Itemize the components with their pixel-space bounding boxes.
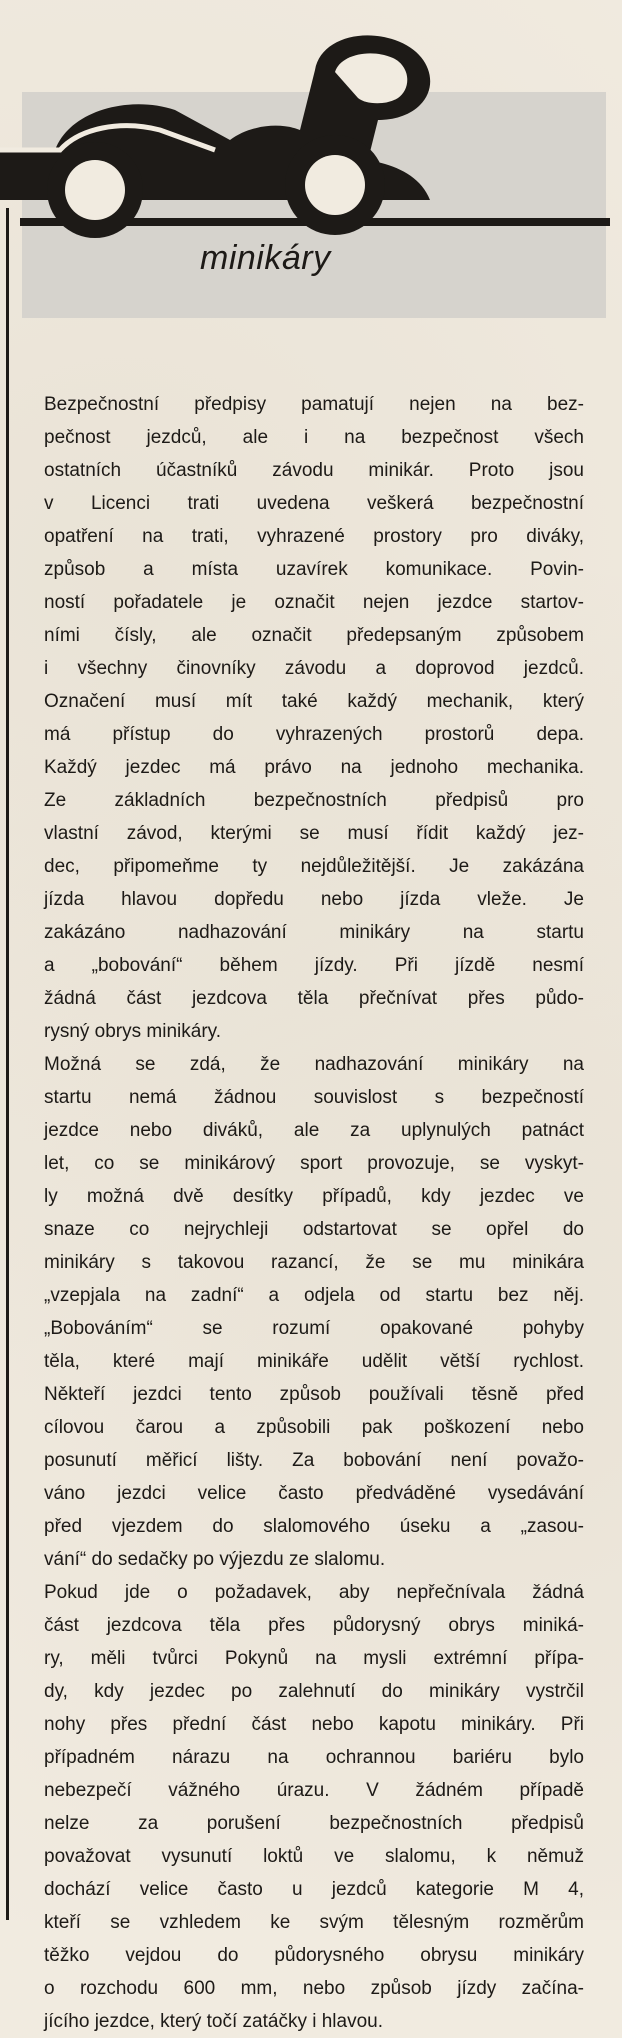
text-line: žádná část jezdcova těla přečnívat přes půdo- [44, 988, 584, 1009]
text-line: „Bobováním“ se rozumí opakované pohyby [44, 1318, 584, 1339]
text-line: vání“ do sedačky po výjezdu ze slalomu. [44, 1549, 386, 1570]
text-line: případném nárazu na ochrannou bariéru bylo [44, 1747, 584, 1768]
text-line: váno jezdci velice často předváděné vysedávání [44, 1483, 584, 1504]
text-line: dec, připomeňme ty nejdůležitější. Je zakázána [44, 856, 584, 877]
text-line: Pokud jde o požadavek, aby nepřečnívala žádná [44, 1582, 584, 1603]
text-line: způsob a místa uzavírek komunikace. Povin- [44, 559, 584, 580]
text-line: má přístup do vyhrazených prostorů depa. [44, 724, 584, 745]
text-line: „vzepjala na zadní“ a odjela od startu bez něj. [44, 1285, 584, 1306]
text-line: nebezpečí vážného úrazu. V žádném případě [44, 1780, 584, 1801]
text-line: zakázáno nadhazování minikáry na startu [44, 922, 584, 943]
article-body [44, 388, 584, 2038]
text-line: i všechny činovníky závodu a doprovod jezdců. [44, 658, 584, 679]
text-line: v Licenci trati uvedena veškerá bezpečnostní [44, 493, 584, 514]
text-line: startu nemá žádnou souvislost s bezpečností [44, 1087, 584, 1108]
article-paragraph [44, 388, 584, 1048]
text-line: považovat vysunutí loktů ve slalomu, k němuž [44, 1846, 584, 1867]
text-line: nohy přes přední část nebo kapotu minikáry. Při [44, 1714, 584, 1735]
text-line: snaze co nejrychleji odstartovat se opřel do [44, 1219, 584, 1240]
text-line: minikáry s takovou razancí, že se mu minikára [44, 1252, 584, 1273]
text-line: posunutí měřicí lišty. Za bobování není považo- [44, 1450, 584, 1471]
text-line: jezdce nebo diváků, ale za uplynulých patnáct [44, 1120, 584, 1141]
article-paragraph [44, 1048, 584, 1576]
race-car-illustration-icon [0, 0, 622, 330]
text-line: opatření na trati, vyhrazené prostory pro diváky, [44, 526, 584, 547]
text-line: nelze za porušení bezpečnostních předpisů [44, 1813, 584, 1834]
text-line: Ze základních bezpečnostních předpisů pro [44, 790, 584, 811]
text-line: Někteří jezdci tento způsob používali těsně před [44, 1384, 584, 1405]
section-title: minikáry [200, 239, 331, 277]
text-line: těla, které mají minikáře udělit větší rychlost. [44, 1351, 584, 1372]
text-line: dochází velice často u jezdců kategorie M 4, [44, 1879, 584, 1900]
text-line: ními čísly, ale označit předepsaným způsobem [44, 625, 584, 646]
text-line: před vjezdem do slalomového úseku a „zasou- [44, 1516, 584, 1537]
text-line: pečnost jezdců, ale i na bezpečnost všech [44, 427, 584, 448]
text-line: ností pořadatele je označit nejen jezdce startov- [44, 592, 584, 613]
text-line: let, co se minikárový sport provozuje, se vyskyt- [44, 1153, 584, 1174]
text-line: rysný obrys minikáry. [44, 1021, 222, 1042]
text-line: těžko vejdou do půdorysného obrysu minikáry [44, 1945, 584, 1966]
text-line: jícího jezdce, který točí zatáčky i hlavou. [44, 2011, 383, 2032]
text-line: vlastní závod, kterými se musí řídit každý jez- [44, 823, 584, 844]
text-line: ry, měli tvůrci Pokynů na mysli extrémní přípa- [44, 1648, 584, 1669]
left-rule [6, 208, 9, 1920]
text-line: o rozchodu 600 mm, nebo způsob jízdy začína- [44, 1978, 584, 1999]
text-line: a „bobování“ během jízdy. Při jízdě nesmí [44, 955, 584, 976]
text-line: ostatních účastníků závodu minikár. Proto jsou [44, 460, 584, 481]
text-line: dy, kdy jezdec po zalehnutí do minikáry vystrčil [44, 1681, 584, 1702]
text-line: Možná se zdá, že nadhazování minikáry na [44, 1054, 584, 1075]
text-line: Bezpečnostní předpisy pamatují nejen na bez- [44, 394, 584, 415]
article-paragraph [44, 1576, 584, 2038]
text-line: jízda hlavou dopředu nebo jízda vleže. Je [44, 889, 584, 910]
text-line: část jezdcova těla přes půdorysný obrys miniká- [44, 1615, 584, 1636]
text-line: Každý jezdec má právo na jednoho mechanika. [44, 757, 584, 778]
text-line: Označení musí mít také každý mechanik, který [44, 691, 584, 712]
text-line: cílovou čarou a způsobili pak poškození nebo [44, 1417, 584, 1438]
text-line: ly možná dvě desítky případů, kdy jezdec ve [44, 1186, 584, 1207]
text-line: kteří se vzhledem ke svým tělesným rozměrům [44, 1912, 584, 1933]
